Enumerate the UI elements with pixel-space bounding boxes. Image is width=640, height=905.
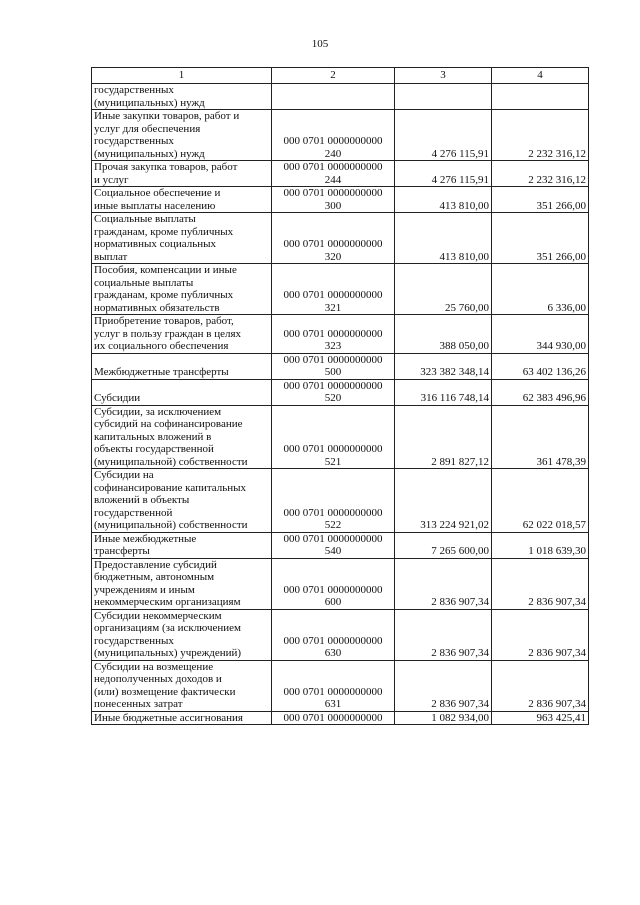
row-code: 000 0701 0000000000 500: [272, 353, 395, 379]
column-header-4: 4: [492, 68, 589, 84]
row-name: Субсидии некоммерческим организациям (за исключением государственных (муниципальных) учреждений): [92, 609, 272, 660]
table-row: [92, 315, 589, 354]
table-row: [92, 213, 589, 264]
row-value-col3: 2 836 907,34: [395, 609, 492, 660]
budget-table: [91, 67, 589, 725]
row-value-col3: 2 836 907,34: [395, 558, 492, 609]
row-value-col4: 63 402 136,26: [492, 353, 589, 379]
table-row: [92, 469, 589, 533]
row-name: Субсидии, за исключением субсидий на софинансирование капитальных вложений в объекты государственной (муниципальной) собственности: [92, 405, 272, 469]
table-row: [92, 264, 589, 315]
row-value-col3: 413 810,00: [395, 213, 492, 264]
row-name: Социальное обеспечение и иные выплаты населению: [92, 187, 272, 213]
row-code: 000 0701 0000000000 540: [272, 532, 395, 558]
row-value-col4: 2 836 907,34: [492, 558, 589, 609]
row-name: Субсидии на возмещение недополученных доходов и (или) возмещение фактически понесенных затрат: [92, 660, 272, 711]
row-value-col3: [395, 84, 492, 110]
row-code: 000 0701 0000000000 323: [272, 315, 395, 354]
row-name: Субсидии на софинансирование капитальных вложений в объекты государственной (муниципальной) собственности: [92, 469, 272, 533]
row-value-col4: 2 232 316,12: [492, 161, 589, 187]
row-name: Иные межбюджетные трансферты: [92, 532, 272, 558]
row-value-col3: 413 810,00: [395, 187, 492, 213]
table-row: [92, 379, 589, 405]
table-row: [92, 187, 589, 213]
row-code: 000 0701 0000000000 522: [272, 469, 395, 533]
row-value-col3: 388 050,00: [395, 315, 492, 354]
row-value-col4: 351 266,00: [492, 213, 589, 264]
row-value-col4: 62 022 018,57: [492, 469, 589, 533]
row-value-col4: 344 930,00: [492, 315, 589, 354]
row-code: 000 0701 0000000000 240: [272, 110, 395, 161]
row-name: Субсидии: [92, 379, 272, 405]
row-value-col4: [492, 84, 589, 110]
table-row: [92, 609, 589, 660]
table-row: [92, 161, 589, 187]
row-value-col4: 1 018 639,30: [492, 532, 589, 558]
row-value-col4: 2 836 907,34: [492, 609, 589, 660]
page-number: 105: [311, 38, 329, 50]
row-code: 000 0701 0000000000: [272, 711, 395, 725]
row-name: Пособия, компенсации и иные социальные выплаты гражданам, кроме публичных нормативных обязательств: [92, 264, 272, 315]
table-row: [92, 84, 589, 110]
row-value-col3: 1 082 934,00: [395, 711, 492, 725]
row-value-col3: 316 116 748,14: [395, 379, 492, 405]
table-row: [92, 110, 589, 161]
row-value-col4: 2 232 316,12: [492, 110, 589, 161]
row-value-col4: 6 336,00: [492, 264, 589, 315]
row-code: 000 0701 0000000000 520: [272, 379, 395, 405]
table-row: [92, 353, 589, 379]
table-header-row: [92, 68, 589, 84]
row-code: [272, 84, 395, 110]
table-row: [92, 532, 589, 558]
table-row: [92, 711, 589, 725]
row-code: 000 0701 0000000000 630: [272, 609, 395, 660]
table-row: [92, 558, 589, 609]
row-value-col4: 963 425,41: [492, 711, 589, 725]
row-value-col4: 351 266,00: [492, 187, 589, 213]
row-value-col3: 313 224 921,02: [395, 469, 492, 533]
row-name: Предоставление субсидий бюджетным, автономным учреждениям и иным некоммерческим организациям: [92, 558, 272, 609]
row-value-col4: 2 836 907,34: [492, 660, 589, 711]
row-value-col3: 4 276 115,91: [395, 110, 492, 161]
row-code: 000 0701 0000000000 521: [272, 405, 395, 469]
row-name: Приобретение товаров, работ, услуг в пользу граждан в целях их социального обеспечения: [92, 315, 272, 354]
table-body: [92, 84, 589, 725]
row-name: Иные бюджетные ассигнования: [92, 711, 272, 725]
row-code: 000 0701 0000000000 300: [272, 187, 395, 213]
column-header-2: 2: [272, 68, 395, 84]
column-header-1: 1: [92, 68, 272, 84]
table-row: [92, 405, 589, 469]
table-row: [92, 660, 589, 711]
row-code: 000 0701 0000000000 244: [272, 161, 395, 187]
row-name: Межбюджетные трансферты: [92, 353, 272, 379]
row-value-col4: 62 383 496,96: [492, 379, 589, 405]
row-value-col3: 323 382 348,14: [395, 353, 492, 379]
row-value-col3: 7 265 600,00: [395, 532, 492, 558]
row-code: 000 0701 0000000000 321: [272, 264, 395, 315]
row-name: Иные закупки товаров, работ и услуг для обеспечения государственных (муниципальных) нужд: [92, 110, 272, 161]
column-header-3: 3: [395, 68, 492, 84]
row-value-col3: 25 760,00: [395, 264, 492, 315]
row-value-col3: 2 891 827,12: [395, 405, 492, 469]
row-code: 000 0701 0000000000 631: [272, 660, 395, 711]
row-value-col4: 361 478,39: [492, 405, 589, 469]
row-name: государственных (муниципальных) нужд: [92, 84, 272, 110]
row-name: Прочая закупка товаров, работ и услуг: [92, 161, 272, 187]
row-name: Социальные выплаты гражданам, кроме публичных нормативных социальных выплат: [92, 213, 272, 264]
row-code: 000 0701 0000000000 320: [272, 213, 395, 264]
row-value-col3: 2 836 907,34: [395, 660, 492, 711]
row-value-col3: 4 276 115,91: [395, 161, 492, 187]
row-code: 000 0701 0000000000 600: [272, 558, 395, 609]
